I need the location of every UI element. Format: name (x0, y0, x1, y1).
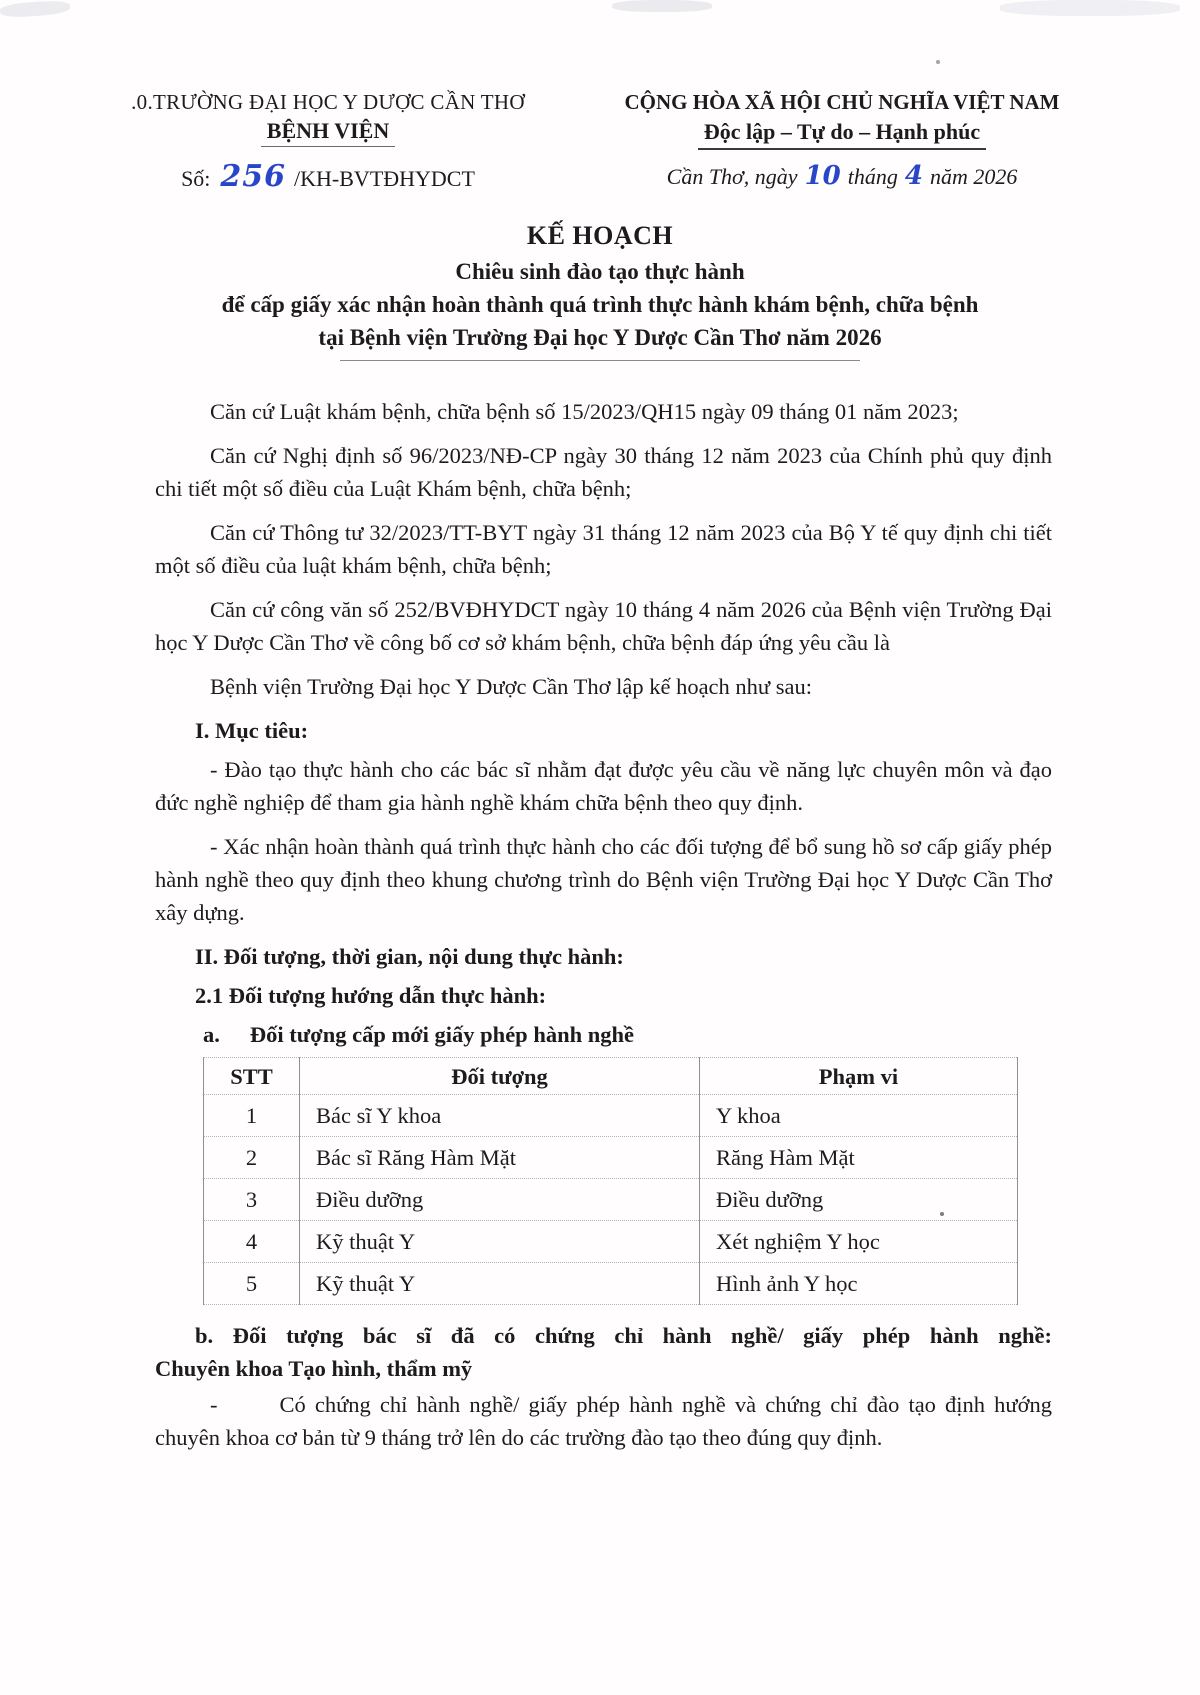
document-header (0, 0, 1200, 194)
section-b-item-text: Có chứng chỉ hành nghề/ giấy phép hành nghề và chứng chỉ đào tạo định hướng chuyên khoa cơ bản từ 9 tháng trở lên do các trường đào tạo theo đúng quy định. (155, 1392, 1052, 1450)
col-header-pham-vi: Phạm vi (700, 1058, 1018, 1095)
section-1-heading: I. Mục tiêu: (195, 718, 309, 743)
table-row (204, 1221, 1018, 1263)
table-header-row (204, 1058, 1018, 1095)
national-header-block (568, 90, 1116, 194)
parent-org-name: .0.TRƯỜNG ĐẠI HỌC Y DƯỢC CẦN THƠ (131, 90, 525, 114)
scan-smudge (1000, 0, 1180, 16)
document-title-block (0, 220, 1200, 361)
org-name: BỆNH VIỆN (261, 118, 395, 147)
cell-doi-tuong: Điều dưỡng (300, 1179, 700, 1221)
date-prefix: Cần Thơ, ngày (666, 164, 798, 189)
dash-marker: - (210, 1392, 218, 1417)
preamble-paragraph: Căn cứ công văn số 252/BVĐHYDCT ngày 10 tháng 4 năm 2026 của Bệnh viện Trường Đại học Y Dược Cần Thơ về công bố cơ sở khám bệnh, chữa bệnh đáp ứng yêu cầu là (155, 597, 1052, 655)
cell-stt: 3 (204, 1179, 300, 1221)
handwritten-number: 256 (220, 159, 287, 194)
table-row (204, 1137, 1018, 1179)
handwritten-month: 4 (904, 161, 923, 191)
document-body (155, 395, 1052, 1454)
cell-stt: 5 (204, 1263, 300, 1305)
section-2-1-heading: 2.1 Đối tượng hướng dẫn thực hành: (195, 983, 547, 1008)
scan-dot (936, 60, 940, 64)
section-2-1-a-heading (155, 1018, 1052, 1051)
col-header-stt: STT (204, 1058, 300, 1095)
col-header-doi-tuong: Đối tượng (300, 1058, 700, 1095)
table-row (204, 1263, 1018, 1305)
place-date-line (568, 161, 1116, 191)
preamble-paragraph: Căn cứ Nghị định số 96/2023/NĐ-CP ngày 30 tháng 12 năm 2023 của Chính phủ quy định chi tiết một số điều của Luật Khám bệnh, chữa bệnh; (155, 443, 1052, 501)
section-b-item (155, 1388, 1052, 1454)
cell-doi-tuong: Bác sĩ Y khoa (300, 1095, 700, 1137)
table-row (204, 1179, 1018, 1221)
handwritten-day: 10 (804, 161, 841, 191)
cell-stt: 2 (204, 1137, 300, 1179)
number-suffix: /KH-BVTĐHYDCT (294, 166, 475, 191)
cell-stt: 1 (204, 1095, 300, 1137)
cell-doi-tuong: Kỹ thuật Y (300, 1263, 700, 1305)
cell-doi-tuong: Bác sĩ Răng Hàm Mặt (300, 1137, 700, 1179)
section-b-heading-line2: Chuyên khoa Tạo hình, thẩm mỹ (155, 1356, 473, 1381)
practice-subjects-table (203, 1057, 1018, 1305)
document-number-line (88, 159, 568, 194)
cell-pham-vi: Hình ảnh Y học (700, 1263, 1018, 1305)
motto-wrap (568, 119, 1116, 150)
cell-pham-vi: Xét nghiệm Y học (700, 1221, 1018, 1263)
number-label: Số: (181, 166, 211, 191)
preamble-paragraph: Căn cứ Luật khám bệnh, chữa bệnh số 15/2023/QH15 ngày 09 tháng 01 năm 2023; (210, 399, 959, 424)
section-1-item: - Xác nhận hoàn thành quá trình thực hành cho các đối tượng để bổ sung hồ sơ cấp giấy phép hành nghề theo quy định theo khung chương trình do Bệnh viện Trường Đại học Y Dược Cần Thơ xây dựng. (155, 834, 1052, 925)
scan-dot (940, 1212, 944, 1216)
national-motto: Độc lập – Tự do – Hạnh phúc (698, 119, 986, 150)
cell-pham-vi: Y khoa (700, 1095, 1018, 1137)
item-a-text: Đối tượng cấp mới giấy phép hành nghề (249, 1022, 635, 1047)
title-main: KẾ HOẠCH (526, 221, 674, 250)
cell-doi-tuong: Kỹ thuật Y (300, 1221, 700, 1263)
issuing-org-block (88, 90, 568, 194)
item-a-marker: a. (203, 1022, 220, 1047)
date-suffix: năm 2026 (929, 164, 1018, 189)
preamble-paragraph: Bệnh viện Trường Đại học Y Dược Cần Thơ lập kế hoạch như sau: (210, 674, 812, 699)
cell-stt: 4 (204, 1221, 300, 1263)
title-line4: tại Bệnh viện Trường Đại học Y Dược Cần Thơ năm 2026 (318, 325, 882, 350)
title-line3: để cấp giấy xác nhận hoàn thành quá trình thực hành khám bệnh, chữa bệnh (221, 292, 979, 317)
date-mid: tháng (847, 164, 898, 189)
preamble-paragraph: Căn cứ Thông tư 32/2023/TT-BYT ngày 31 tháng 12 năm 2023 của Bộ Y tế quy định chi tiết một số điều của luật khám bệnh, chữa bệnh; (155, 520, 1052, 578)
title-line2: Chiêu sinh đào tạo thực hành (455, 259, 745, 284)
national-title: CỘNG HÒA XÃ HỘI CHỦ NGHĨA VIỆT NAM (624, 90, 1060, 114)
cell-pham-vi: Điều dưỡng (700, 1179, 1018, 1221)
section-2-heading: II. Đối tượng, thời gian, nội dung thực hành: (195, 944, 624, 969)
org-name-wrap (88, 118, 568, 147)
table-row (204, 1095, 1018, 1137)
section-b-heading-line1: b. Đối tượng bác sĩ đã có chứng chỉ hành nghề/ giấy phép hành nghề: (195, 1323, 1052, 1348)
section-1-item: - Đào tạo thực hành cho các bác sĩ nhằm đạt được yêu cầu về năng lực chuyên môn và đạo đức nghề nghiệp để tham gia hành nghề khám chữa bệnh theo quy định. (155, 757, 1052, 815)
cell-pham-vi: Răng Hàm Mặt (700, 1137, 1018, 1179)
scan-smudge (612, 0, 712, 12)
title-underline (340, 360, 860, 361)
